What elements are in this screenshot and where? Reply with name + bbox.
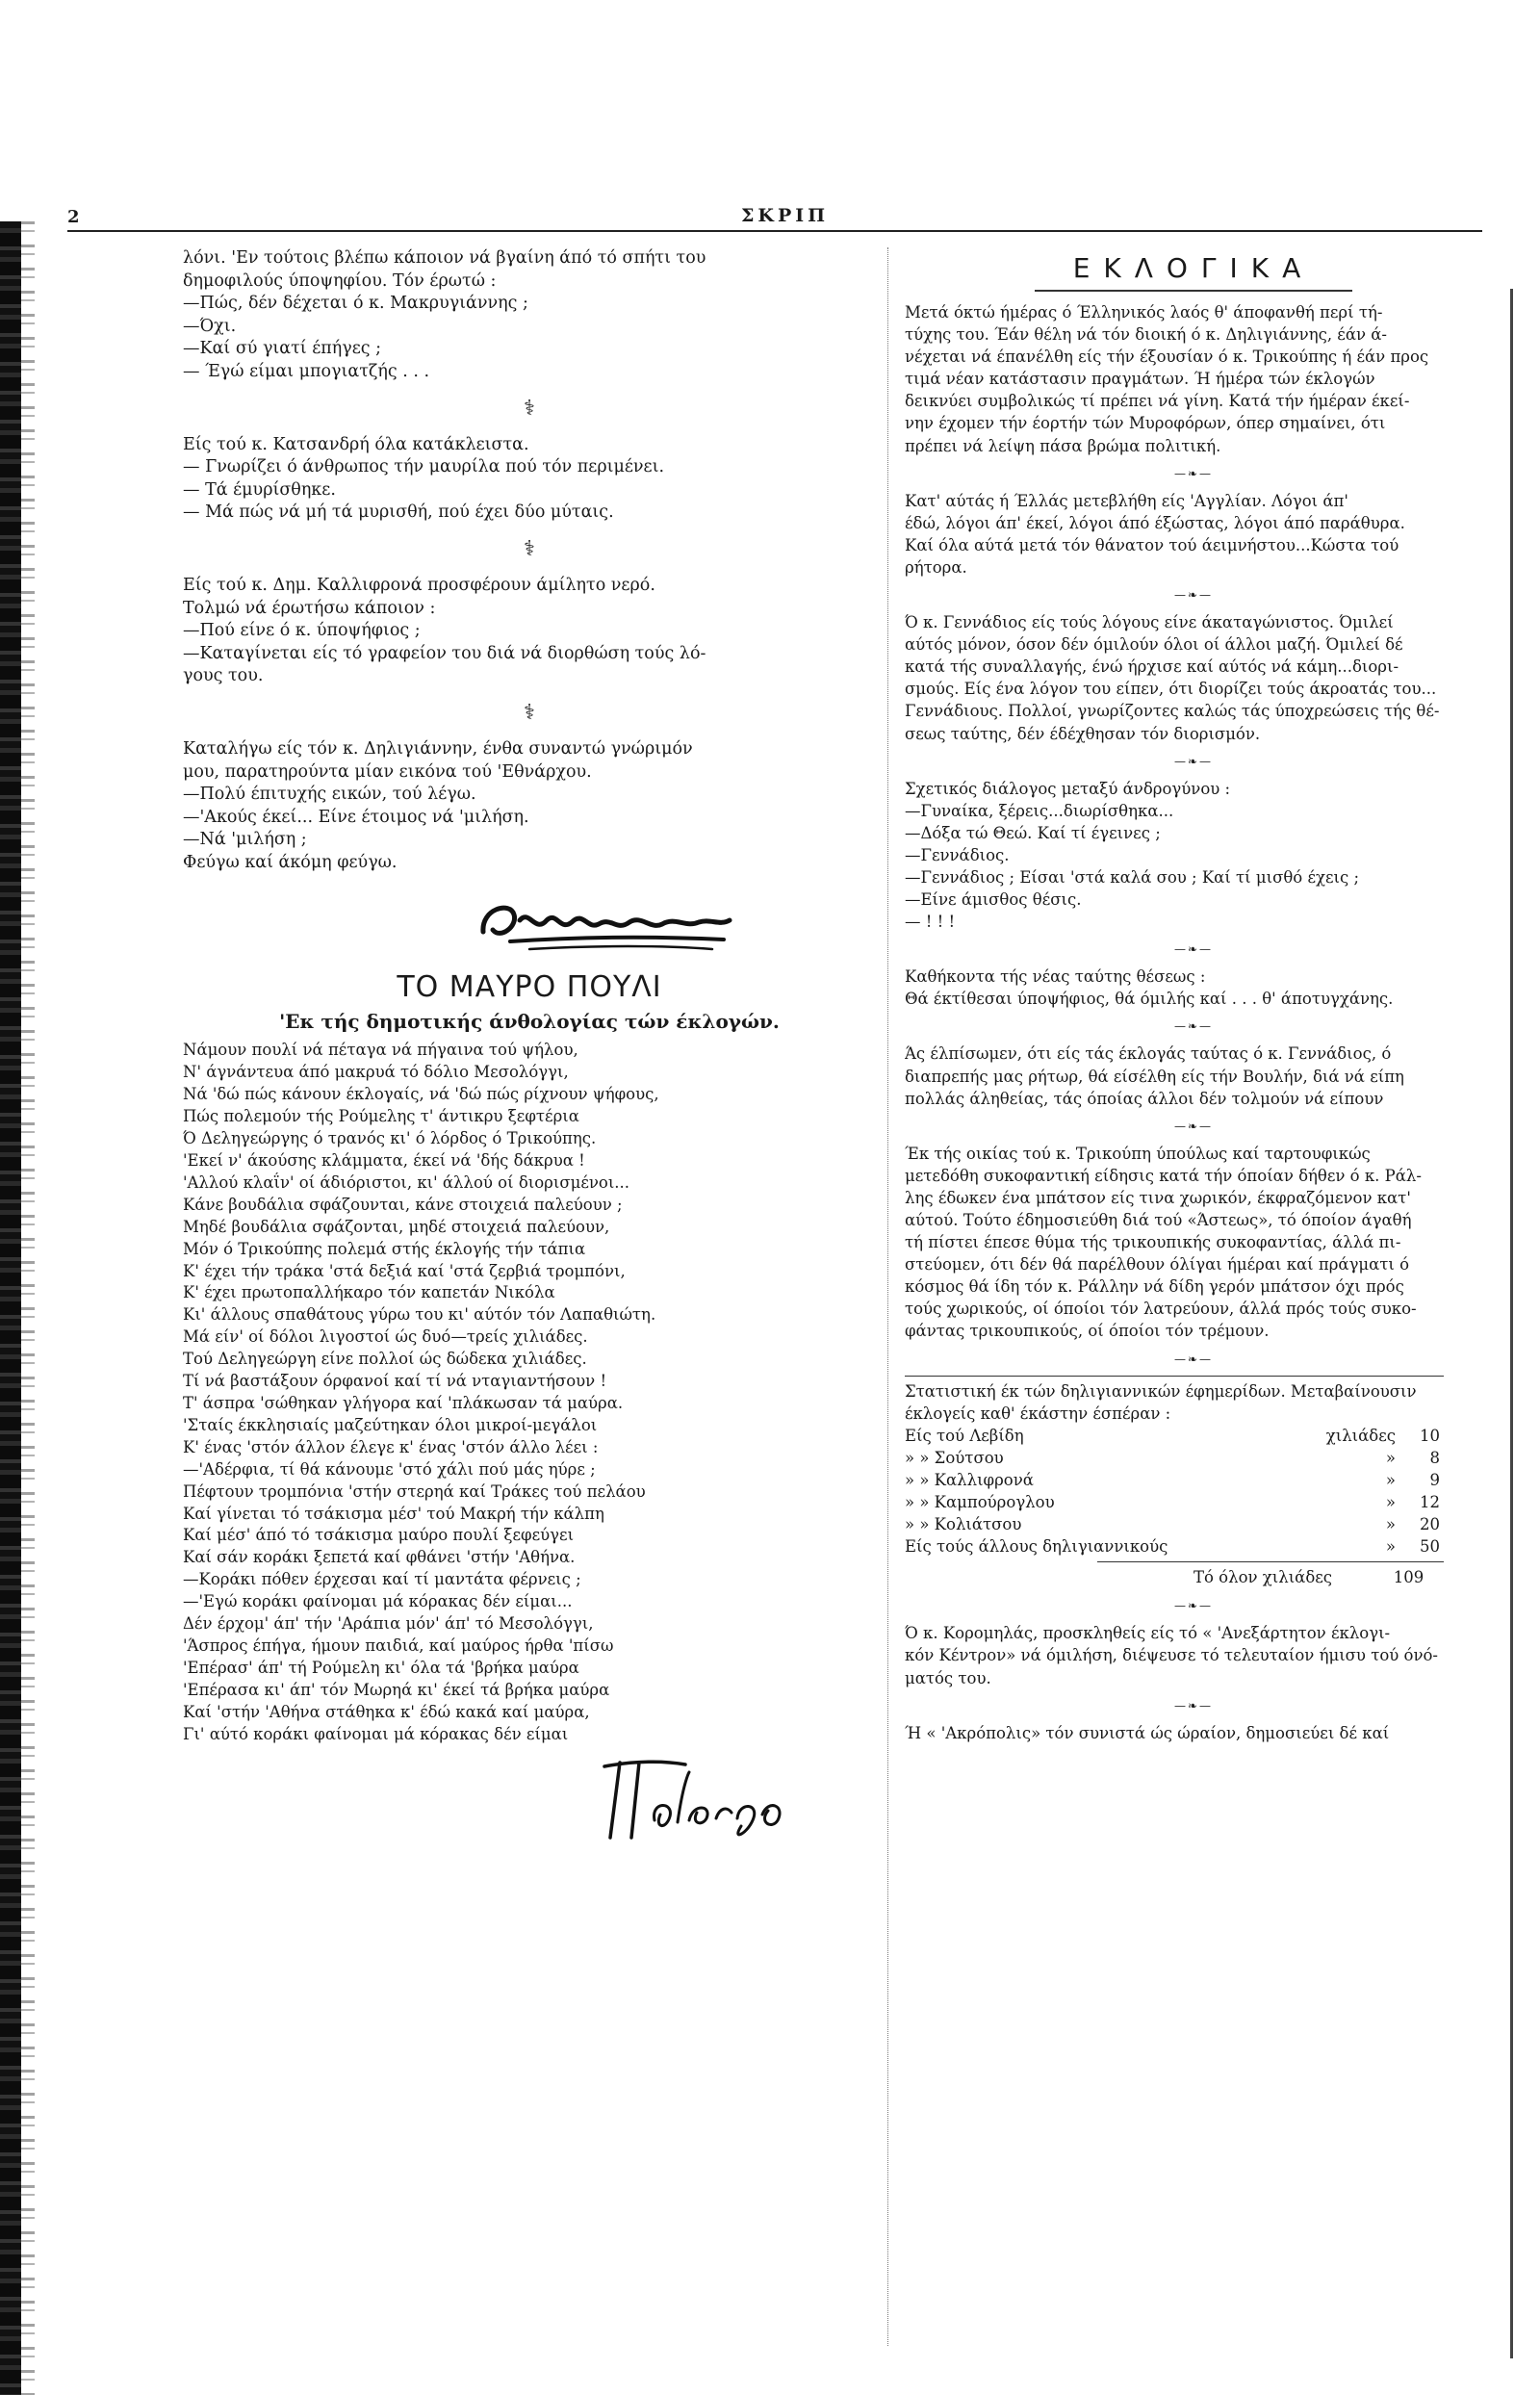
text-line: Ό κ. Γεννάδιος είς τούς λόγους είνε άκαταγώνιστος. Όμιλεί [905,613,1394,632]
stats-label: » » Καλλιφρονά [905,1470,1034,1489]
text-line: τούς χωρικούς, οί όποίοι τόν λατρεύουν, άλλά πρός τούς συκο- [905,1300,1417,1319]
text-line: —Γεννάδιος. [905,845,1010,864]
ornament-divider: —❧— [1173,754,1214,768]
paragraph-6 [905,1043,1482,1109]
stats-unit: » [1385,1515,1396,1534]
stats-label: » » Καμπούρογλου [905,1493,1055,1512]
stats-row [905,1447,1444,1469]
section-katsandri [183,434,876,525]
text-line: Καί 'στήν 'Αθήνα στάθηκα κ' έδώ κακά καί μαύρα, [183,1702,590,1721]
text-line: Μόν ό Τρικούπης πολεμά στής έκλογής τήν τάπια [183,1239,586,1258]
text-line: Είς τού κ. Δημ. Καλλιφρονά προσφέρουν άμίλητο νερό. [183,575,655,595]
stats-unit: χιλιάδες [1325,1426,1396,1445]
stats-unit: » [1385,1470,1396,1489]
text-line: —Πού είνε ό κ. ύποψήφιος ; [183,621,421,641]
stats-top-rule [905,1376,1444,1377]
text-line: Σχετικός διάλογος μεταξύ άνδρογύνου : [905,779,1231,798]
text-line: Καί γίνεται τό τσάκισμα μέσ' τού Μακρή τήν κάλπη [183,1504,604,1523]
section-title-rule [1035,290,1352,292]
text-line: τιμά νέαν κατάστασιν πραγμάτων. Ή ήμέρα τών έκλογών [905,370,1375,389]
text-line: Φεύγω καί άκόμη φεύγω. [183,852,398,872]
text-line: — Έγώ είμαι μπογιατζής . . . [183,361,430,381]
text-line: Στατιστική έκ τών δηλιγιαννικών έφημερίδων. Μεταβαίνουσιν [905,1381,1417,1401]
text-line: Τί νά βαστάξουν όρφανοί καί τί νά νταγιαντήσουν ! [183,1372,607,1391]
text-line: —Δόξα τώ Θεώ. Καί τί έγεινες ; [905,823,1161,842]
text-line: ματός του. [905,1668,991,1687]
caduceus-icon: ⚕ [524,536,535,561]
text-line: Ό κ. Κορομηλάς, προσκληθείς είς τό « 'Ανεξάρτητον έκλογι- [905,1624,1391,1643]
text-line: Καί όλα αύτά μετά τόν θάνατον τού άειμνήστου...Κώστα τού [905,535,1399,554]
stats-unit: » [1385,1537,1396,1557]
stats-label: » » Σούτσου [905,1448,1004,1467]
text-line: μετεδόθη συκοφαντική είδησις κατά τήν όποίαν δήθεν ό κ. Ράλ- [905,1166,1422,1185]
text-line: έδώ, λόγοι άπ' έκεί, λόγοι άπό έξώστας, λόγοι άπό παράθυρα. [905,513,1405,532]
text-line: Μηδέ βουδάλια σφάζονται, μηδέ στοιχειά παλεύουν, [183,1217,610,1236]
text-line: πρέπει νά λείψη πάσα βρώμα πολιτική. [905,436,1221,455]
text-line: Νάμουν πουλί νά πέταγα νά πήγαινα τού ψήλου, [183,1041,578,1060]
stats-total-label: Τό όλον χιλιάδες [1194,1568,1333,1587]
text-line: Γι' αύτό κοράκι φαίνομαι μά κόρακας δέν είμαι [183,1724,569,1743]
text-line: 'Επέρασα κι' άπ' τόν Μωρηά κι' έκεί τά βρήκα μαύρα [183,1680,610,1699]
text-line: σεως ταύτης, δέν έδέχθησαν τόν διορισμόν. [905,724,1261,743]
text-line: —'Εγώ κοράκι φαίνομαι μά κόρακας δέν είμαι... [183,1592,573,1611]
scan-edge-left [0,221,21,2395]
text-line: Τολμώ νά έρωτήσω κάποιον : [183,598,436,618]
text-line: Είς τού κ. Κατσανδρή όλα κατάκλειστα. [183,434,529,454]
text-line: — Μά πώς νά μή τά μυρισθή, πού έχει δύο μύταις. [183,502,614,523]
right-column [905,247,1482,1744]
ornament-divider: —❧— [1173,588,1214,603]
stats-label: Είς τούς άλλους δηλιγιαννικούς [905,1537,1168,1557]
paragraph-1 [905,301,1482,457]
newspaper-page [67,197,1482,2373]
stats-total-rule [1097,1561,1444,1562]
text-line: Ό Δεληγεώργης ό τρανός κι' ό λόρδος ό Τρικούπης. [183,1129,597,1148]
section-deligiannis [183,738,876,875]
text-line: —Νά 'μιλήση ; [183,830,307,850]
text-line: Κ' έχει τήν τράκα 'στά δεξιά καί 'στά ζερβιά τρομπόνι, [183,1261,626,1280]
text-line: —Πολύ έπιτυχής εικών, τού λέγω. [183,785,476,805]
text-line: —Καταγίνεται είς τό γραφείον του διά νά διορθώση τούς λό- [183,643,706,663]
text-line: Θά έκτίθεσαι ύποψήφιος, θά όμιλής καί . . . θ' άποτυγχάνης. [905,990,1394,1009]
text-line: Κ' έχει πρωτοπαλλήκαρο τόν καπετάν Νικόλα [183,1283,555,1302]
text-line: Κ' ένας 'στόν άλλον έλεγε κ' ένας 'στόν άλλο λέει : [183,1437,599,1456]
signature-2 [183,1753,876,1849]
text-line: Νά 'δώ πώς κάνουν έκλογαίς, νά 'δώ πώς ρίχνουν ψήφους, [183,1085,659,1104]
text-line: πολλάς άληθείας, τάς όποίας άλλοι δέν τολμούν νά είπουν [905,1089,1384,1108]
text-line: — ! ! ! [905,913,956,932]
text-line: 'Άσπρος έπήγα, ήμουν παιδιά, καί μαύρος ήρθα 'πίσω [183,1635,614,1655]
text-line: ρήτορα. [905,557,967,577]
scan-edge-right [1510,289,1513,2358]
intro-block [183,247,876,384]
stats-row [905,1491,1444,1513]
text-line: — Γνωρίζει ό άνθρωπος τήν μαυρίλα πού τόν περιμένει. [183,457,665,477]
stats-row [905,1425,1444,1447]
text-line: Άς έλπίσωμεν, ότι είς τάς έκλογάς ταύτας ό κ. Γεννάδιος, ό [905,1044,1392,1064]
stats-total [905,1566,1482,1589]
text-line: δημοφιλούς ύποψηφίου. Τόν έρωτώ : [183,270,497,291]
text-line: Τ' άσπρα 'σώθηκαν γλήγορα καί 'πλάκωσαν τά μαύρα. [183,1393,624,1412]
text-line: διαπρεπής μας ρήτωρ, θά είσέλθη είς τήν Βουλήν, διά νά είπη [905,1067,1404,1086]
text-line: —Όχι. [183,316,237,336]
text-line: Μετά όκτώ ήμέρας ό Έλληνικός λαός θ' άποφανθή περί τή- [905,303,1383,322]
text-line: κατά τής συναλλαγής, ένώ ήρχισε καί αύτός νά κάμη...διορι- [905,657,1399,677]
paragraph-3 [905,611,1482,745]
text-line: —'Αδέρφια, τί θά κάνουμε 'στό χάλι πού μάς ηύρε ; [183,1459,596,1479]
text-line: —'Ακούς έκεί... Είνε έτοιμος νά 'μιλήση. [183,807,529,827]
text-line: Μά είν' οί δόλοι λιγοστοί ώς δυό—τρείς χιλιάδες. [183,1327,588,1347]
paragraph-4 [905,778,1482,934]
section-title-text: ΕΚΛΟΓΙΚΑ [1072,252,1315,284]
text-line: τύχης του. Έάν θέλη νά τόν διοική ό κ. Δηλιγιάννης, έάν ά- [905,325,1387,345]
caduceus-icon: ⚕ [524,700,535,725]
page-header [67,197,1482,232]
text-line: τή πίστει έπεσε θύμα τής τρικουπικής συκοφαντίας, άλλά πι- [905,1233,1401,1252]
text-line: Κι' άλλους σπαθάτους γύρω του κι' αύτόν τόν Λαπαθιώτη. [183,1305,656,1325]
stats-row [905,1513,1444,1535]
text-line: —Γυναίκα, ξέρεις...διωρίσθηκα... [905,801,1174,820]
column-divider [887,247,888,2346]
section-title-eklogika [905,247,1482,292]
stats-row [905,1535,1444,1558]
text-line: λόνι. 'Εν τούτοις βλέπω κάποιον νά βγαίνη άπό τό σπήτι του [183,248,706,268]
stats-unit: » [1385,1493,1396,1512]
text-line: Δέν έρχομ' άπ' τήν 'Αράπια μόν' άπ' τό Μεσολόγγι, [183,1614,594,1634]
stats-value: 10 [1420,1426,1440,1445]
stats-unit: » [1385,1448,1396,1467]
text-line: Καταλήγω είς τόν κ. Δηλιγιάννην, ένθα συναντώ γνώριμόν [183,738,693,759]
text-line: φάντας τρικουπικούς, οί όποίοι τόν τρέμουν. [905,1322,1270,1341]
text-line: Κάνε βουδάλια σφάζουνται, κάνε στοιχειά παλεύουν ; [183,1195,623,1214]
paragraph-2 [905,490,1482,579]
paragraph-8 [905,1622,1482,1688]
text-line: Καθήκοντα τής νέας ταύτης θέσεως : [905,967,1206,987]
text-line: —Γεννάδιος ; Είσαι 'στά καλά σου ; Καί τί μισθό έχεις ; [905,867,1360,887]
text-line: στεύομεν, ότι δέν θά παρέλθουν όλίγαι ήμέραι καί πράγματι ό [905,1255,1410,1275]
scan-edge-left-noise [21,221,35,2395]
text-line: — Τά έμυρίσθηκε. [183,479,336,500]
text-line: Τού Δεληγεώργη είνε πολλοί ώς δώδεκα χιλιάδες. [183,1350,587,1369]
text-line: —Καί σύ γιατί έπήγες ; [183,339,382,359]
text-line: δεικνύει συμβολικώς τί πρέπει νά γίνη. Κατά τήν ήμέραν έκεί- [905,392,1410,411]
paragraph-5 [905,966,1482,1010]
poem-text [183,1040,876,1745]
stats-value: 12 [1420,1493,1440,1512]
stats-label: Είς τού Λεβίδη [905,1426,1024,1445]
text-line: Ν' άγνάντευα άπό μακρυά τό δόλιο Μεσολόγγι, [183,1063,569,1082]
text-line: Κατ' αύτάς ή Έλλάς μετεβλήθη είς 'Αγγλίαν. Λόγοι άπ' [905,491,1348,510]
running-title: ΣΚΡΙΠ [741,205,830,226]
text-line: λης έδωκεν ένα μπάτσον είς τινα χωρικόν, έκφραζόμενον κατ' [905,1188,1411,1207]
text-line: 'Επέρασ' άπ' τή Ρούμελη κι' όλα τά 'βρήκα μαύρα [183,1658,579,1677]
stats-total-value: 109 [1393,1568,1424,1587]
text-line: αύτός μόνον, όσον δέν όμιλούν όλοι οί άλλοι μαζή. Όμιλεί δέ [905,635,1403,655]
ornament-divider: —❧— [1173,466,1214,480]
paragraph-7 [905,1143,1482,1343]
ornament-divider: —❧— [1173,1019,1214,1034]
paragraph-9 [905,1722,1482,1744]
stats-value: 50 [1420,1537,1440,1557]
text-line: 'Αλλού κλαΐν' οί άδιόριστοι, κι' άλλού οί διορισμένοι... [183,1172,630,1192]
text-line: αύτού. Τούτο έδημοσιεύθη διά τού «Άστεως», τό όποίον άγαθή [905,1211,1412,1229]
text-line: μου, παρατηρούντα μίαν εικόνα τού 'Εθνάρχου. [183,761,592,782]
ornament-divider: —❧— [1173,1119,1214,1133]
text-line: γους του. [183,666,264,686]
text-line: —Είνε άμισθος θέσις. [905,890,1082,910]
ornament-divider: —❧— [1173,942,1214,957]
text-line: —Κοράκι πόθεν έρχεσαι καί τί μαντάτα φέρνεις ; [183,1570,581,1589]
stats-value: 20 [1420,1515,1440,1534]
text-line: σμούς. Είς ένα λόγον του είπεν, ότι διορίζει τούς άκροατάς του... [905,680,1437,699]
text-line: 'Εκεί ν' άκούσης κλάμματα, έκεί νά 'δής δάκρυα ! [183,1151,585,1170]
ornament-divider: —❧— [1173,1352,1214,1366]
stats-row [905,1469,1444,1491]
stats-label: » » Κολιάτσου [905,1515,1022,1534]
stats-value: 8 [1429,1448,1440,1467]
section-kalliphrona [183,575,876,688]
text-line: Καί μέσ' άπό τό τσάκισμα μαύρο πουλί ξεφεύγει [183,1526,575,1545]
text-line: —Πώς, δέν δέχεται ό κ. Μακρυγιάννης ; [183,294,528,314]
header-rule [67,230,1482,232]
text-line: 'Σταίς έκκλησιαίς μαζεύτηκαν όλοι μικροί-μεγάλοι [183,1415,598,1434]
text-line: κόν Κέντρον» νά όμιλήση, διέψευσε τό τελευταίον ήμισυ τού όνό- [905,1646,1439,1665]
text-line: Ή « 'Ακρόπολις» τόν συνιστά ώς ώραίον, δημοσιεύει δέ καί [905,1723,1390,1742]
text-line: Έκ τής οικίας τού κ. Τρικούπη ύπούλως καί ταρτουφικώς [905,1144,1371,1163]
text-line: Γεννάδιους. Πολλοί, γνωρίζοντες καλώς τάς ύποχρεώσεις τής θέ- [905,702,1440,721]
poem-title: ΤΟ ΜΑΥΡΟ ΠΟΥΛΙ [397,970,662,1005]
text-line: έκλογείς καθ' έκάστην έσπέραν : [905,1404,1171,1423]
text-line: νέχεται νά έπανέλθη είς τήν έξουσίαν ό κ. Τρικούπης ή έάν προς [905,348,1429,367]
text-line: Καί σάν κοράκι ξεπετά καί φθάνει 'στήν 'Αθήνα. [183,1548,576,1567]
stats-table [905,1425,1444,1558]
caduceus-icon: ⚕ [524,396,535,421]
poem-subtitle: 'Εκ τής δημοτικής άνθολογίας τών έκλογών. [279,1010,780,1034]
signature-1 [183,882,876,957]
stats-intro [905,1380,1482,1425]
text-line: νην έχομεν τήν έορτήν τών Μυροφόρων, όπερ σημαίνει, ότι [905,414,1386,433]
ornament-divider: —❧— [1173,1698,1214,1713]
ornament-divider: —❧— [1173,1599,1214,1613]
stats-value: 9 [1429,1470,1440,1489]
text-line: Πώς πολεμούν τής Ρούμελης τ' άντικρυ ξεφτέρια [183,1107,579,1126]
text-line: Πέφτουν τρομπόνια 'στήν στερηά καί Τράκες τού πελάου [183,1481,646,1501]
page-number: 2 [67,207,80,227]
left-column [183,247,876,1849]
text-line: κόσμος θά ίδη τόν κ. Ράλλην νά δίδη γερόν μπάτσον όχι πρός [905,1277,1404,1297]
